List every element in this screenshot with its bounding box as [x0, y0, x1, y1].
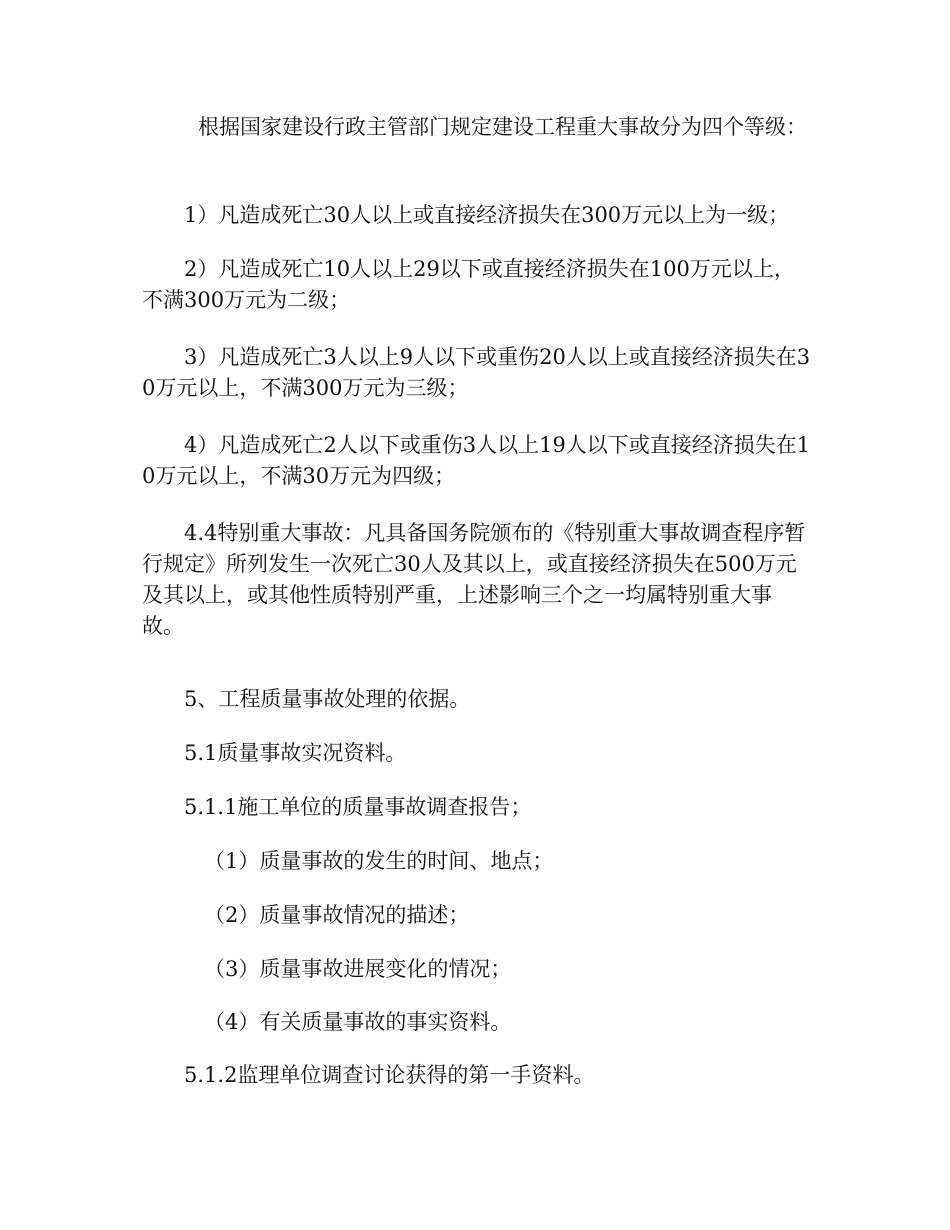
heading-section-5: 5、工程质量事故处理的依据。	[184, 687, 471, 711]
paragraph-level-3: 3）凡造成死亡3人以上9人以下或重伤20人以上或直接经济损失在30万元以上，不满300万元为三级；	[142, 345, 811, 400]
paragraph-intro: 根据国家建设行政主管部门规定建设工程重大事故分为四个等级：	[198, 115, 807, 139]
list-item-3: （3）质量事故进展变化的情况；	[204, 957, 512, 981]
list-item-4: （4）有关质量事故的事实资料。	[204, 1010, 512, 1034]
paragraph-level-2: 2）凡造成死亡10人以上29以下或直接经济损失在100万元以上，不满300万元为二级；	[142, 257, 795, 312]
list-item-1: （1）质量事故的发生的时间、地点；	[204, 849, 554, 873]
list-item-2: （2）质量事故情况的描述；	[204, 903, 470, 927]
paragraph-special-major-accident: 4.4特别重大事故：凡具备国务院颁布的《特别重大事故调查程序暂行规定》所列发生一次死亡30人及其以上，或直接经济损失在500万元及其以上，或其他性质特别严重，上述影响三个之一均属特别重大事故。	[142, 521, 806, 638]
heading-section-5-1: 5.1质量事故实况资料。	[184, 741, 407, 765]
heading-section-5-1-2: 5.1.2监理单位调查讨论获得的第一手资料。	[184, 1063, 595, 1087]
paragraph-level-1: 1）凡造成死亡30人以上或直接经济损失在300万元以上为一级；	[184, 203, 790, 227]
paragraph-level-4: 4）凡造成死亡2人以下或重伤3人以上19人以下或直接经济损失在10万元以上，不满30万元为四级；	[142, 433, 811, 488]
heading-section-5-1-1: 5.1.1施工单位的质量事故调查报告；	[184, 795, 532, 819]
